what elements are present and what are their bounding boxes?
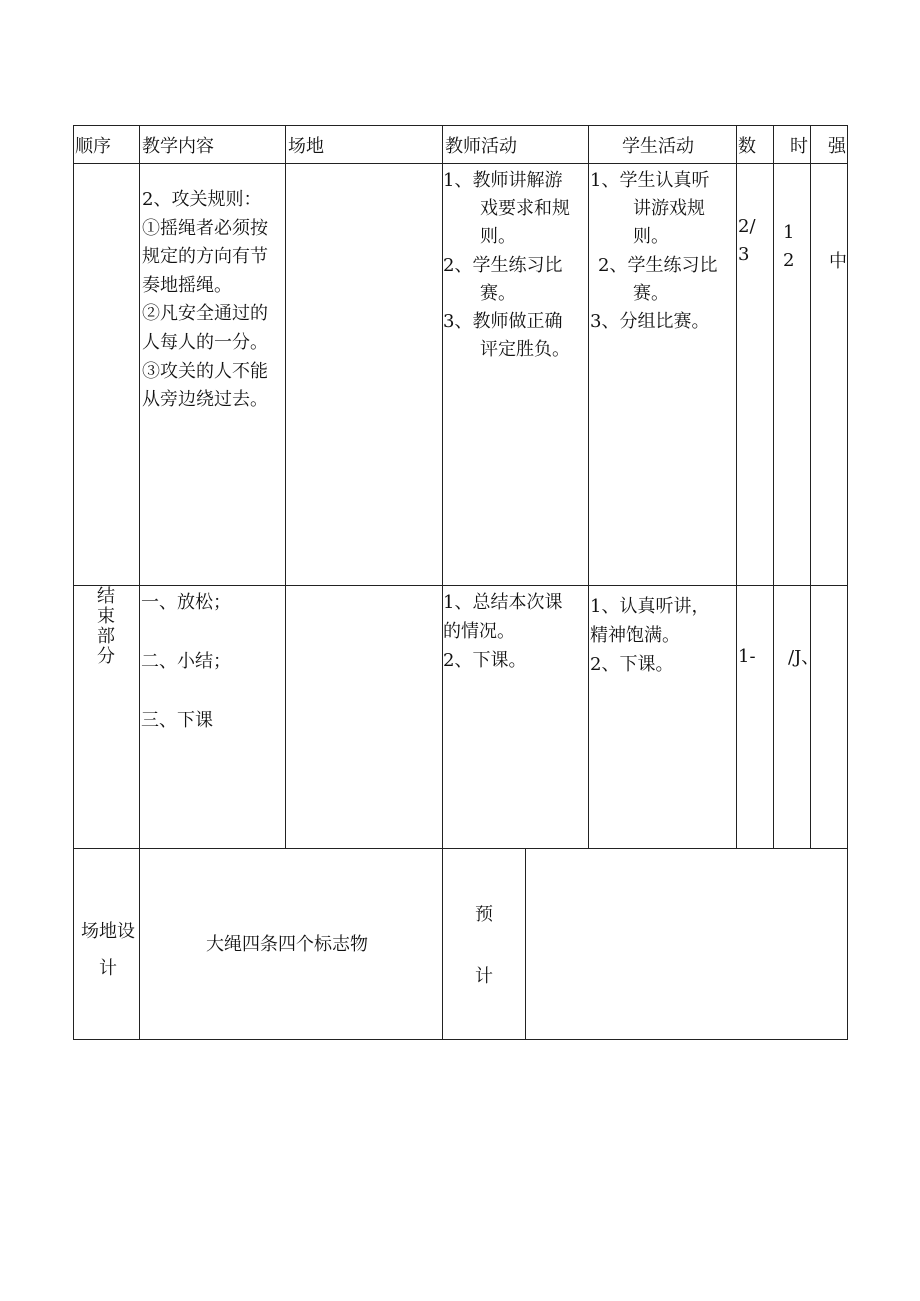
header-teacher: 教师活动 <box>445 136 517 157</box>
row1-teacher-line: 戏要求和规 <box>480 198 570 219</box>
row1-intensity: 中 <box>829 251 847 272</box>
row2-order: 结 束 部 分 <box>97 586 115 667</box>
header-time: 时 <box>790 136 808 157</box>
table-right-border <box>847 125 848 1040</box>
row1-teacher-line: 1、教师讲解游 <box>443 170 563 191</box>
equipment-text: 大绳四条四个标志物 <box>206 934 368 955</box>
header-count: 数 <box>738 136 756 157</box>
venue-design-label: 场地设 计 <box>81 921 135 979</box>
header-bottom-border <box>73 163 848 164</box>
row1-teacher-line: 赛。 <box>480 283 516 304</box>
row1-student-line: 1、学生认真听 <box>590 170 710 191</box>
row1-student-line: 赛。 <box>633 283 669 304</box>
col-divider-time <box>810 125 811 849</box>
col-divider-count <box>773 125 774 849</box>
row2-content-line: 一、放松； <box>141 592 231 613</box>
header-student: 学生活动 <box>622 136 694 157</box>
row1-teacher-line: 评定胜负。 <box>480 339 570 360</box>
header-order: 顺序 <box>75 136 111 157</box>
row1-content: 2、攻关规则： ①摇绳者必须按 规定的方向有节 奏地摇绳。 ②凡安全通过的 人每人的一分。 ③攻关的人不能 从旁边绕过去。 <box>142 189 268 411</box>
row2-content-line: 三、下课 <box>141 710 213 731</box>
row1-student-line: 2、学生练习比 <box>598 255 718 276</box>
col-divider-content <box>285 125 286 849</box>
table-left-border <box>73 125 74 1040</box>
estimate-divider <box>525 848 526 1040</box>
row1-student-line: 则。 <box>633 226 669 247</box>
header-content: 教学内容 <box>142 136 214 157</box>
header-venue: 场地 <box>288 136 324 157</box>
col-divider-order <box>139 125 140 1040</box>
estimate-label: 预 计 <box>475 904 493 987</box>
col-divider-teacher <box>588 125 589 849</box>
row2-student: 1、认真听讲， 精神饱满。 2、下课。 <box>590 596 710 675</box>
row1-student-line: 讲游戏规 <box>633 198 705 219</box>
row1-bottom-border <box>73 585 848 586</box>
row2-time: /J、 <box>788 647 820 668</box>
row1-student-line: 3、分组比赛。 <box>590 311 710 332</box>
table-bottom-border <box>73 1039 848 1040</box>
row2-content-line: 二、小结； <box>141 651 231 672</box>
row2-bottom-border <box>73 848 848 849</box>
row1-teacher-line: 2、学生练习比 <box>443 255 563 276</box>
row2-count: 1- <box>738 646 756 667</box>
row2-teacher: 1、总结本次课 的情况。 2、下课。 <box>443 592 563 671</box>
table-top-border <box>73 125 848 126</box>
row1-time: 1 2 <box>783 222 795 271</box>
row1-teacher-line: 则。 <box>480 226 516 247</box>
row1-teacher-line: 3、教师做正确 <box>443 311 563 332</box>
col-divider-student <box>736 125 737 849</box>
header-intensity: 强 <box>828 136 846 157</box>
row1-count: 2/ 3 <box>738 216 756 265</box>
